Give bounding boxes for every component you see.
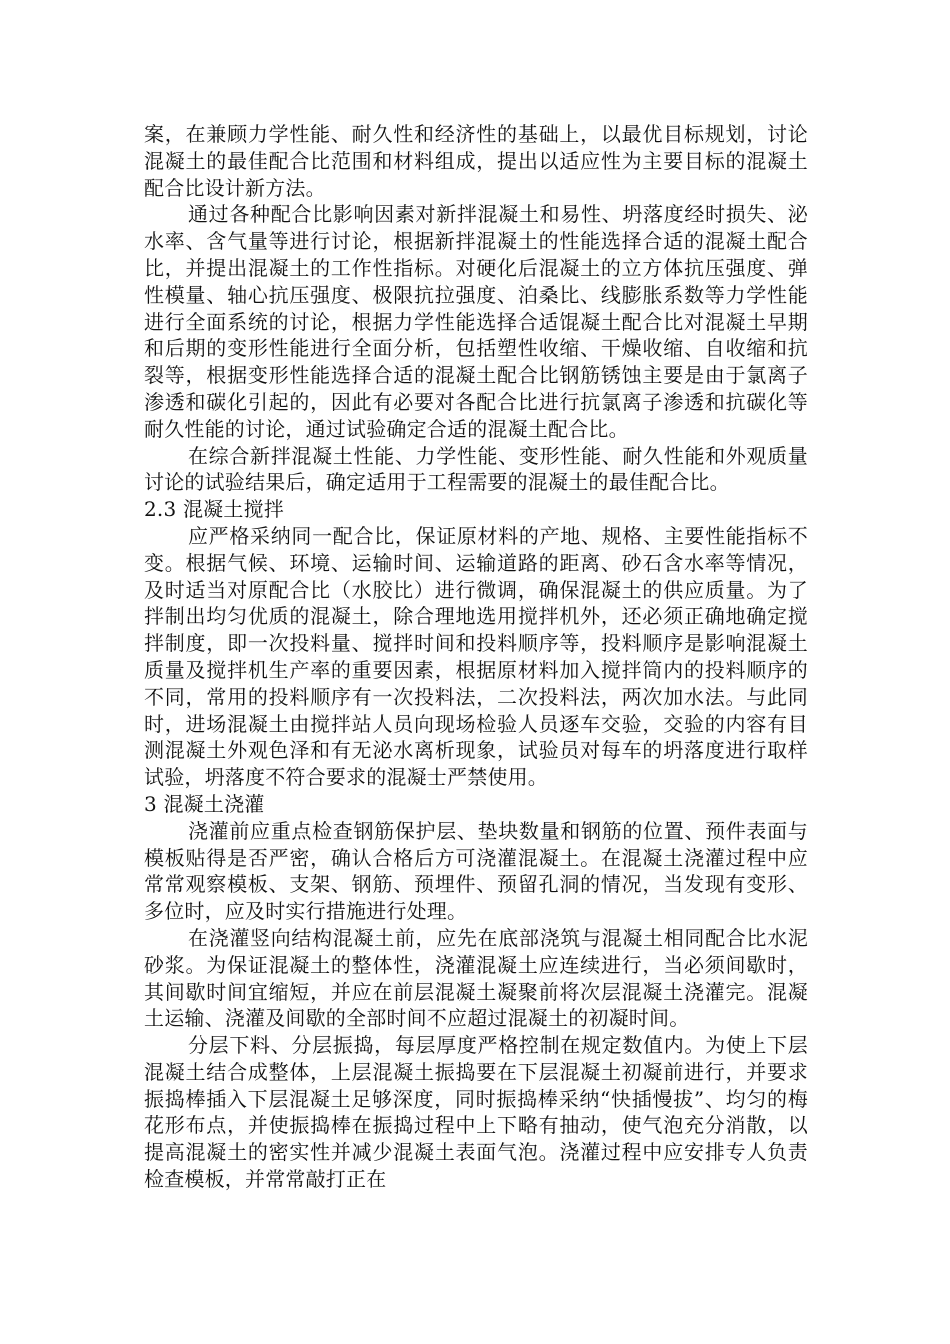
section-heading-pouring: 3 混凝土浇灌 bbox=[144, 791, 265, 816]
paragraph-pre-pour-check: 浇灌前应重点检查钢筋保护层、垫块数量和钢筋的位置、预件表面与模板贴得是否严密，确认合格后方可浇灌混凝土。在混凝土浇灌过程中应常常观察模板、支架、钢筋、预埋件、预留孔洞的情况，当发现有变形、多位时，应及时实行措施进行处理。 bbox=[144, 818, 808, 924]
paragraph-continuation: 案，在兼顾力学性能、耐久性和经济性的基础上，以最优目标规划，讨论混凝土的最佳配合比范围和材料组成，提出以适应性为主要目标的混凝土配合比设计新方法。 bbox=[144, 122, 808, 200]
document-body bbox=[144, 121, 808, 1193]
paragraph-mix-factors: 通过各种配合比影响因素对新拌混凝土和易性、坍落度经时损失、泌水率、含气量等进行讨论，根据新拌混凝土的性能选择合适的混凝土配合比，并提出混凝土的工作性指标。对硬化后混凝土的立方体抗压强度、弹性模量、轴心抗压强度、极限抗拉强度、泊桑比、线膨胀系数等力学性能进行全面系统的讨论，根据力学性能选择合适馄凝土配合比对混凝土早期和后期的变形性能进行全面分析，包括塑性收缩、干燥收缩、自收缩和抗裂等，根据变形性能选择合适的混凝土配合比钢筋锈蚀主要是由于氯离子渗透和碳化引起的，因此有必要对各配合比进行抗氯离子渗透和抗碳化等耐久性能的讨论，通过试验确定合适的混凝土配合比。 bbox=[144, 202, 808, 441]
paragraph-optimal-mix: 在综合新拌混凝土性能、力学性能、变形性能、耐久性能和外观质量讨论的试验结果后，确定适用于工程需要的混凝土的最佳配合比。 bbox=[144, 443, 808, 495]
paragraph-layered-vibration: 分层下料、分层振捣，每层厚度严格控制在规定数值内。为使上下层混凝土结合成整体，上层混凝土振捣要在下层混凝土初凝前进行，并要求振捣棒插入下层混凝土足够深度，同时振捣棒采纳“快插慢拔”、均匀的梅花形布点，并使振捣棒在振捣过程中上下略有抽动，使气泡充分消散，以提高混凝土的密实性并减少混凝土表面气泡。浇灌过程中应安排专人负责检查模板，并常常敲打正在 bbox=[144, 1033, 808, 1192]
paragraph-mixing: 应严格采纳同一配合比，保证原材料的产地、规格、主要性能指标不变。根据气候、环境、运输时间、运输道路的距离、砂石含水率等情况，及时适当对原配合比（水胶比）进行微调，确保混凝土的供应质量。为了拌制出均匀优质的混凝土，除合理地选用搅拌机外，还必须正确地确定搅拌制度，即一次投料量、搅拌时间和投料顺序等，投料顺序是影响混凝土质量及搅拌机生产率的重要因素，根据原材料加入搅拌筒内的投料顺序的不同，常用的投料顺序有一次投料法，二次投料法，两次加水法。与此同时，进场混凝土由搅拌站人员向现场检验人员逐车交验，交验的内容有目测混凝土外观色泽和有无泌水离析现象，试验员对每车的坍落度进行取样试验，坍落度不符合要求的混凝士严禁使用。 bbox=[144, 523, 808, 790]
section-heading-mixing: 2.3 混凝土搅拌 bbox=[144, 497, 284, 522]
paragraph-vertical-pour: 在浇灌竖向结构混凝土前，应先在底部浇筑与混凝土相同配合比水泥砂浆。为保证混凝土的整体性，浇灌混凝土应连续进行，当必须间歇时，其间歇时间宜缩短，并应在前层混凝土凝聚前将次层混凝土浇灌完。混凝土运输、浇灌及间歇的全部时间不应超过混凝土的初凝时间。 bbox=[144, 925, 808, 1031]
